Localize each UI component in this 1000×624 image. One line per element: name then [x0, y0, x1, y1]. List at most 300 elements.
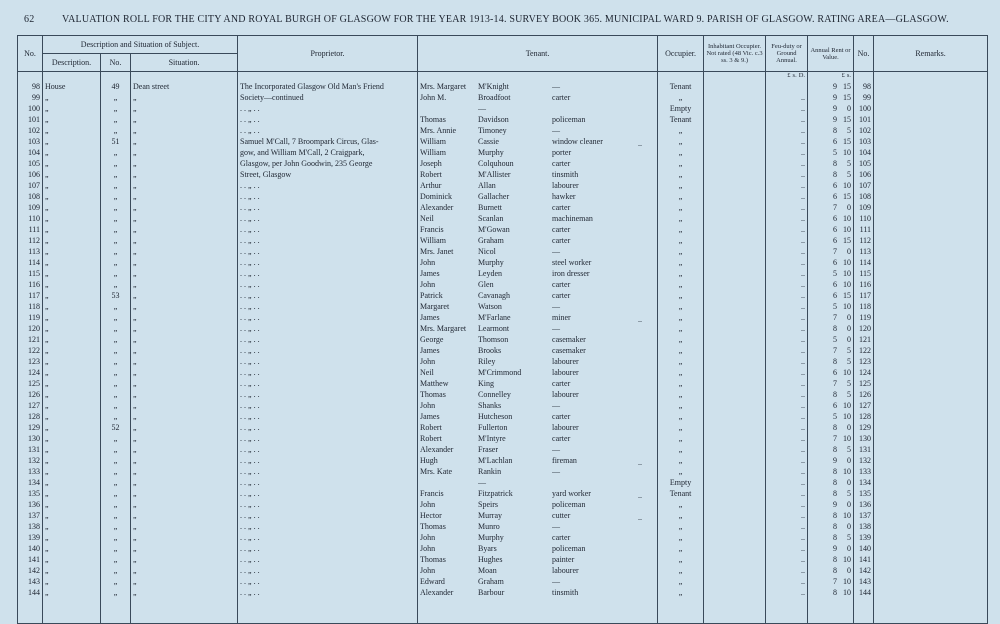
- tenant-first-name: Alexander: [420, 202, 454, 212]
- row-number: „: [101, 159, 131, 170]
- row-no2: 141: [854, 555, 874, 566]
- row-remarks: [874, 533, 988, 544]
- row-situation: „: [131, 104, 238, 115]
- row-tenant: [418, 588, 658, 599]
- row-inhabitant: [704, 346, 766, 357]
- row-no2: 120: [854, 324, 874, 335]
- row-tenant: [418, 225, 658, 236]
- row-situation: „: [131, 192, 238, 203]
- rent-pounds: 6: [833, 290, 838, 300]
- row-feu: ..: [766, 159, 808, 170]
- row-description: „: [43, 214, 101, 225]
- rent-shillings: 10: [843, 411, 852, 421]
- row-tenant: [418, 423, 658, 434]
- row-situation: „: [131, 467, 238, 478]
- rent-pounds: 8: [833, 554, 838, 564]
- row-no: 111: [18, 225, 43, 236]
- row-number: „: [101, 500, 131, 511]
- row-tenant: [418, 302, 658, 313]
- row-rent: [808, 390, 854, 401]
- row-no2: 121: [854, 335, 874, 346]
- row-occupier: „: [658, 544, 704, 555]
- row-description: „: [43, 456, 101, 467]
- row-no2: 140: [854, 544, 874, 555]
- table-row: [18, 313, 988, 324]
- row-remarks: [874, 225, 988, 236]
- row-remarks: [874, 258, 988, 269]
- row-inhabitant: [704, 137, 766, 148]
- row-tenant: [418, 126, 658, 137]
- row-number: „: [101, 203, 131, 214]
- table-row: [18, 500, 988, 511]
- row-no2: 123: [854, 357, 874, 368]
- tenant-surname: Davidson: [478, 114, 509, 124]
- tenant-first-name: John: [420, 400, 436, 410]
- row-remarks: [874, 247, 988, 258]
- row-situation: „: [131, 324, 238, 335]
- rent-shillings: 15: [843, 81, 852, 91]
- row-proprietor: . . „ . .: [238, 401, 418, 412]
- tenant-first-name: John: [420, 499, 436, 509]
- tenant-occupation: carter: [552, 202, 571, 212]
- row-number: „: [101, 192, 131, 203]
- row-feu: ..: [766, 148, 808, 159]
- row-number: „: [101, 588, 131, 599]
- tenant-occupation: carter: [552, 224, 571, 234]
- tenant-first-name: Hugh: [420, 455, 438, 465]
- rent-shillings: 0: [847, 521, 852, 531]
- rent-shillings: 15: [843, 235, 852, 245]
- row-description: „: [43, 566, 101, 577]
- row-situation: „: [131, 258, 238, 269]
- tenant-surname: Glen: [478, 279, 494, 289]
- tenant-surname: Shanks: [478, 400, 502, 410]
- row-occupier: „: [658, 390, 704, 401]
- row-situation: „: [131, 522, 238, 533]
- rent-pounds: 6: [833, 279, 838, 289]
- tenant-occupation: casemaker: [552, 334, 586, 344]
- row-inhabitant: [704, 412, 766, 423]
- tenant-occupation: labourer: [552, 389, 579, 399]
- row-no2: 103: [854, 137, 874, 148]
- row-occupier: Empty: [658, 478, 704, 489]
- row-no: 107: [18, 181, 43, 192]
- row-rent: [808, 291, 854, 302]
- row-no: 113: [18, 247, 43, 258]
- row-inhabitant: [704, 577, 766, 588]
- row-proprietor: . . „ . .: [238, 302, 418, 313]
- row-no: 126: [18, 390, 43, 401]
- row-occupier: „: [658, 434, 704, 445]
- row-rent: [808, 225, 854, 236]
- table-row: [18, 280, 988, 291]
- row-situation: „: [131, 357, 238, 368]
- row-situation: „: [131, 225, 238, 236]
- row-no2: 133: [854, 467, 874, 478]
- row-no2: 107: [854, 181, 874, 192]
- row-situation: „: [131, 368, 238, 379]
- rent-pounds: 6: [833, 235, 838, 245]
- tenant-occupation: carter: [552, 433, 571, 443]
- tenant-surname: Cavanagh: [478, 290, 511, 300]
- row-tenant: [418, 467, 658, 478]
- tenant-first-name: John: [420, 257, 436, 267]
- row-feu: ..: [766, 390, 808, 401]
- rent-shillings: 5: [847, 345, 852, 355]
- row-occupier: „: [658, 566, 704, 577]
- row-remarks: [874, 82, 988, 93]
- row-no: 136: [18, 500, 43, 511]
- row-no2: 114: [854, 258, 874, 269]
- rent-pounds: 8: [833, 389, 838, 399]
- tenant-first-name: Francis: [420, 488, 444, 498]
- row-remarks: [874, 280, 988, 291]
- tenant-surname: Cassie: [478, 136, 499, 146]
- tenant-occupation: carter: [552, 411, 571, 421]
- page-title: VALUATION ROLL FOR THE CITY AND ROYAL BURGH OF GLASGOW FOR THE YEAR 1913-14. SURVEY BOOK 365. MUNICIPAL WARD 9. PARISH OF GLASGOW. RATING AREA—GLASGOW.: [62, 14, 949, 25]
- row-no2: 118: [854, 302, 874, 313]
- row-proprietor: . . „ . .: [238, 412, 418, 423]
- row-number: „: [101, 456, 131, 467]
- row-feu: ..: [766, 236, 808, 247]
- rent-shillings: 10: [843, 301, 852, 311]
- row-tenant: [418, 434, 658, 445]
- row-inhabitant: [704, 533, 766, 544]
- tenant-surname: M'Lachlan: [478, 455, 513, 465]
- tenant-occupation: policeman: [552, 499, 586, 509]
- row-feu: ..: [766, 555, 808, 566]
- tenant-first-name: George: [420, 334, 444, 344]
- col-header-remarks: Remarks.: [874, 36, 988, 72]
- row-tenant: [418, 181, 658, 192]
- rent-pounds: 5: [833, 301, 838, 311]
- row-remarks: [874, 324, 988, 335]
- tenant-first-name: Patrick: [420, 290, 443, 300]
- row-rent: [808, 412, 854, 423]
- rent-shillings: 0: [847, 422, 852, 432]
- row-inhabitant: [704, 104, 766, 115]
- row-no: 120: [18, 324, 43, 335]
- row-no2: 136: [854, 500, 874, 511]
- tenant-first-name: Alexander: [420, 587, 454, 597]
- row-no2: 126: [854, 390, 874, 401]
- row-no2: 144: [854, 588, 874, 599]
- row-occupier: „: [658, 522, 704, 533]
- row-no2: 110: [854, 214, 874, 225]
- row-description: „: [43, 203, 101, 214]
- tenant-surname: Allan: [478, 180, 496, 190]
- tenant-first-name: John: [420, 279, 436, 289]
- rent-pounds: 9: [833, 92, 838, 102]
- row-tenant: [418, 324, 658, 335]
- tenant-first-name: Thomas: [420, 554, 446, 564]
- tenant-surname: Thomson: [478, 334, 509, 344]
- tenant-first-name: Margaret: [420, 301, 450, 311]
- row-situation: „: [131, 115, 238, 126]
- row-proprietor: . . „ . .: [238, 456, 418, 467]
- row-rent: [808, 445, 854, 456]
- row-no: 123: [18, 357, 43, 368]
- rent-pounds: 7: [833, 345, 838, 355]
- row-remarks: [874, 357, 988, 368]
- row-number: „: [101, 247, 131, 258]
- rent-pounds: 7: [833, 202, 838, 212]
- row-occupier: „: [658, 291, 704, 302]
- tenant-surname: Nicol: [478, 246, 496, 256]
- row-no2: 127: [854, 401, 874, 412]
- row-description: „: [43, 489, 101, 500]
- row-rent: [808, 533, 854, 544]
- tenant-first-name: Thomas: [420, 114, 446, 124]
- row-no2: 138: [854, 522, 874, 533]
- row-rent: [808, 456, 854, 467]
- row-inhabitant: [704, 181, 766, 192]
- tenant-surname: Murray: [478, 510, 503, 520]
- row-inhabitant: [704, 269, 766, 280]
- rent-shillings: 15: [843, 136, 852, 146]
- rent-shillings: 15: [843, 290, 852, 300]
- row-description: „: [43, 137, 101, 148]
- row-proprietor: . . „ . .: [238, 445, 418, 456]
- row-occupier: „: [658, 588, 704, 599]
- rent-pounds: 5: [833, 147, 838, 157]
- tenant-first-name: James: [420, 345, 440, 355]
- row-proprietor: . . „ . .: [238, 555, 418, 566]
- row-occupier: „: [658, 214, 704, 225]
- row-remarks: [874, 445, 988, 456]
- row-tenant: [418, 137, 658, 148]
- tenant-surname: Murphy: [478, 532, 504, 542]
- row-feu: ..: [766, 258, 808, 269]
- tenant-surname: Murphy: [478, 147, 504, 157]
- row-no2: 132: [854, 456, 874, 467]
- row-feu: ..: [766, 566, 808, 577]
- row-occupier: „: [658, 280, 704, 291]
- tenant-surname: Fullerton: [478, 422, 508, 432]
- row-no2: 143: [854, 577, 874, 588]
- row-occupier: „: [658, 401, 704, 412]
- col-header-no2: No.: [854, 36, 874, 72]
- row-rent: [808, 577, 854, 588]
- row-proprietor: . . „ . .: [238, 258, 418, 269]
- rent-shillings: 0: [847, 334, 852, 344]
- tenant-surname: —: [478, 103, 487, 113]
- row-inhabitant: [704, 236, 766, 247]
- row-no: 138: [18, 522, 43, 533]
- tenant-first-name: Thomas: [420, 389, 446, 399]
- row-number: „: [101, 412, 131, 423]
- table-body: [18, 72, 988, 624]
- row-no: 121: [18, 335, 43, 346]
- row-number: „: [101, 335, 131, 346]
- row-inhabitant: [704, 544, 766, 555]
- row-no: 143: [18, 577, 43, 588]
- tenant-surname: M'Crimmond: [478, 367, 522, 377]
- row-rent: [808, 137, 854, 148]
- row-proprietor: . . „ . .: [238, 489, 418, 500]
- row-number: „: [101, 467, 131, 478]
- row-inhabitant: [704, 566, 766, 577]
- rent-pounds: 6: [833, 213, 838, 223]
- row-occupier: „: [658, 181, 704, 192]
- row-no2: 108: [854, 192, 874, 203]
- row-feu: ..: [766, 522, 808, 533]
- row-description: „: [43, 280, 101, 291]
- tenant-occupation: —: [552, 521, 561, 531]
- rent-shillings: 10: [843, 147, 852, 157]
- row-situation: „: [131, 511, 238, 522]
- row-number: „: [101, 126, 131, 137]
- row-tenant: [418, 500, 658, 511]
- tenant-surname: —: [478, 477, 487, 487]
- row-rent: [808, 566, 854, 577]
- row-occupier: „: [658, 346, 704, 357]
- row-remarks: [874, 192, 988, 203]
- rent-shillings: 5: [847, 356, 852, 366]
- tenant-occupation: labourer: [552, 422, 579, 432]
- row-no: 129: [18, 423, 43, 434]
- tenant-first-name: Arthur: [420, 180, 442, 190]
- tenant-first-name: Robert: [420, 169, 442, 179]
- row-remarks: [874, 368, 988, 379]
- row-feu: ..: [766, 247, 808, 258]
- row-tenant: [418, 214, 658, 225]
- row-number: „: [101, 214, 131, 225]
- row-rent: [808, 324, 854, 335]
- row-feu: ..: [766, 225, 808, 236]
- row-no2: 111: [854, 225, 874, 236]
- row-no: 106: [18, 170, 43, 181]
- row-description: „: [43, 588, 101, 599]
- row-feu: ..: [766, 456, 808, 467]
- row-no2: 124: [854, 368, 874, 379]
- row-inhabitant: [704, 258, 766, 269]
- tenant-surname: Fraser: [478, 444, 499, 454]
- row-no: 100: [18, 104, 43, 115]
- row-remarks: [874, 456, 988, 467]
- row-description: „: [43, 522, 101, 533]
- row-inhabitant: [704, 225, 766, 236]
- row-description: „: [43, 159, 101, 170]
- row-number: „: [101, 489, 131, 500]
- row-occupier: „: [658, 148, 704, 159]
- row-number: „: [101, 236, 131, 247]
- row-no: 142: [18, 566, 43, 577]
- row-description: „: [43, 302, 101, 313]
- tenant-first-name: John: [420, 532, 436, 542]
- rent-shillings: 0: [847, 499, 852, 509]
- row-occupier: „: [658, 533, 704, 544]
- row-inhabitant: [704, 423, 766, 434]
- col-header-tenant: Tenant.: [418, 36, 658, 72]
- row-occupier: „: [658, 324, 704, 335]
- row-tenant: [418, 192, 658, 203]
- row-proprietor: . . „ . .: [238, 500, 418, 511]
- rent-pounds: 8: [833, 532, 838, 542]
- tenant-occupation: —: [552, 444, 561, 454]
- rent-pounds: 5: [833, 268, 838, 278]
- row-feu: ..: [766, 324, 808, 335]
- tenant-occupation: carter: [552, 279, 571, 289]
- rent-pounds: 6: [833, 180, 838, 190]
- row-proprietor: . . „ . .: [238, 357, 418, 368]
- row-rent: [808, 401, 854, 412]
- row-tenant: [418, 401, 658, 412]
- row-occupier: „: [658, 511, 704, 522]
- row-feu: ..: [766, 500, 808, 511]
- table-row: [18, 170, 988, 181]
- row-number: „: [101, 148, 131, 159]
- row-description: „: [43, 555, 101, 566]
- tenant-occupation: porter: [552, 147, 572, 157]
- rent-pounds: 8: [833, 422, 838, 432]
- row-situation: „: [131, 489, 238, 500]
- row-description: „: [43, 445, 101, 456]
- rent-pounds: 9: [833, 81, 838, 91]
- row-description: „: [43, 368, 101, 379]
- row-description: „: [43, 577, 101, 588]
- row-tenant: [418, 115, 658, 126]
- tenant-occupation: carter: [552, 532, 571, 542]
- tenant-first-name: James: [420, 268, 440, 278]
- row-feu: ..: [766, 137, 808, 148]
- tenant-occupation: carter: [552, 378, 571, 388]
- row-no2: 137: [854, 511, 874, 522]
- row-remarks: [874, 412, 988, 423]
- row-no: 134: [18, 478, 43, 489]
- tenant-occupation: fireman: [552, 455, 577, 465]
- row-feu: [766, 82, 808, 93]
- table-row: [18, 192, 988, 203]
- table-row: [18, 115, 988, 126]
- row-number: „: [101, 357, 131, 368]
- tenant-occupation: cutter: [552, 510, 571, 520]
- tenant-surname: Graham: [478, 576, 504, 586]
- row-proprietor: The Incorporated Glasgow Old Man's Friend: [238, 82, 418, 93]
- rent-shillings: 10: [843, 268, 852, 278]
- tenant-surname: Fitzpatrick: [478, 488, 513, 498]
- tenant-surname: Leyden: [478, 268, 503, 278]
- row-inhabitant: [704, 390, 766, 401]
- table-row: [18, 577, 988, 588]
- row-situation: „: [131, 247, 238, 258]
- tenant-dots: ..: [638, 490, 643, 500]
- row-occupier: „: [658, 137, 704, 148]
- row-feu: ..: [766, 115, 808, 126]
- row-inhabitant: [704, 291, 766, 302]
- row-situation: „: [131, 335, 238, 346]
- tenant-first-name: Edward: [420, 576, 445, 586]
- tenant-first-name: Francis: [420, 224, 444, 234]
- row-inhabitant: [704, 335, 766, 346]
- tenant-first-name: Robert: [420, 422, 442, 432]
- row-remarks: [874, 93, 988, 104]
- row-remarks: [874, 104, 988, 115]
- row-inhabitant: [704, 93, 766, 104]
- row-feu: ..: [766, 346, 808, 357]
- table-row: [18, 401, 988, 412]
- row-rent: [808, 500, 854, 511]
- tenant-occupation: yard worker: [552, 488, 591, 498]
- table-row: [18, 269, 988, 280]
- table-row: [18, 148, 988, 159]
- tenant-first-name: Mrs. Annie: [420, 125, 457, 135]
- row-number: „: [101, 379, 131, 390]
- row-tenant: [418, 346, 658, 357]
- row-proprietor: . . „ . .: [238, 467, 418, 478]
- row-number: „: [101, 93, 131, 104]
- row-description: „: [43, 544, 101, 555]
